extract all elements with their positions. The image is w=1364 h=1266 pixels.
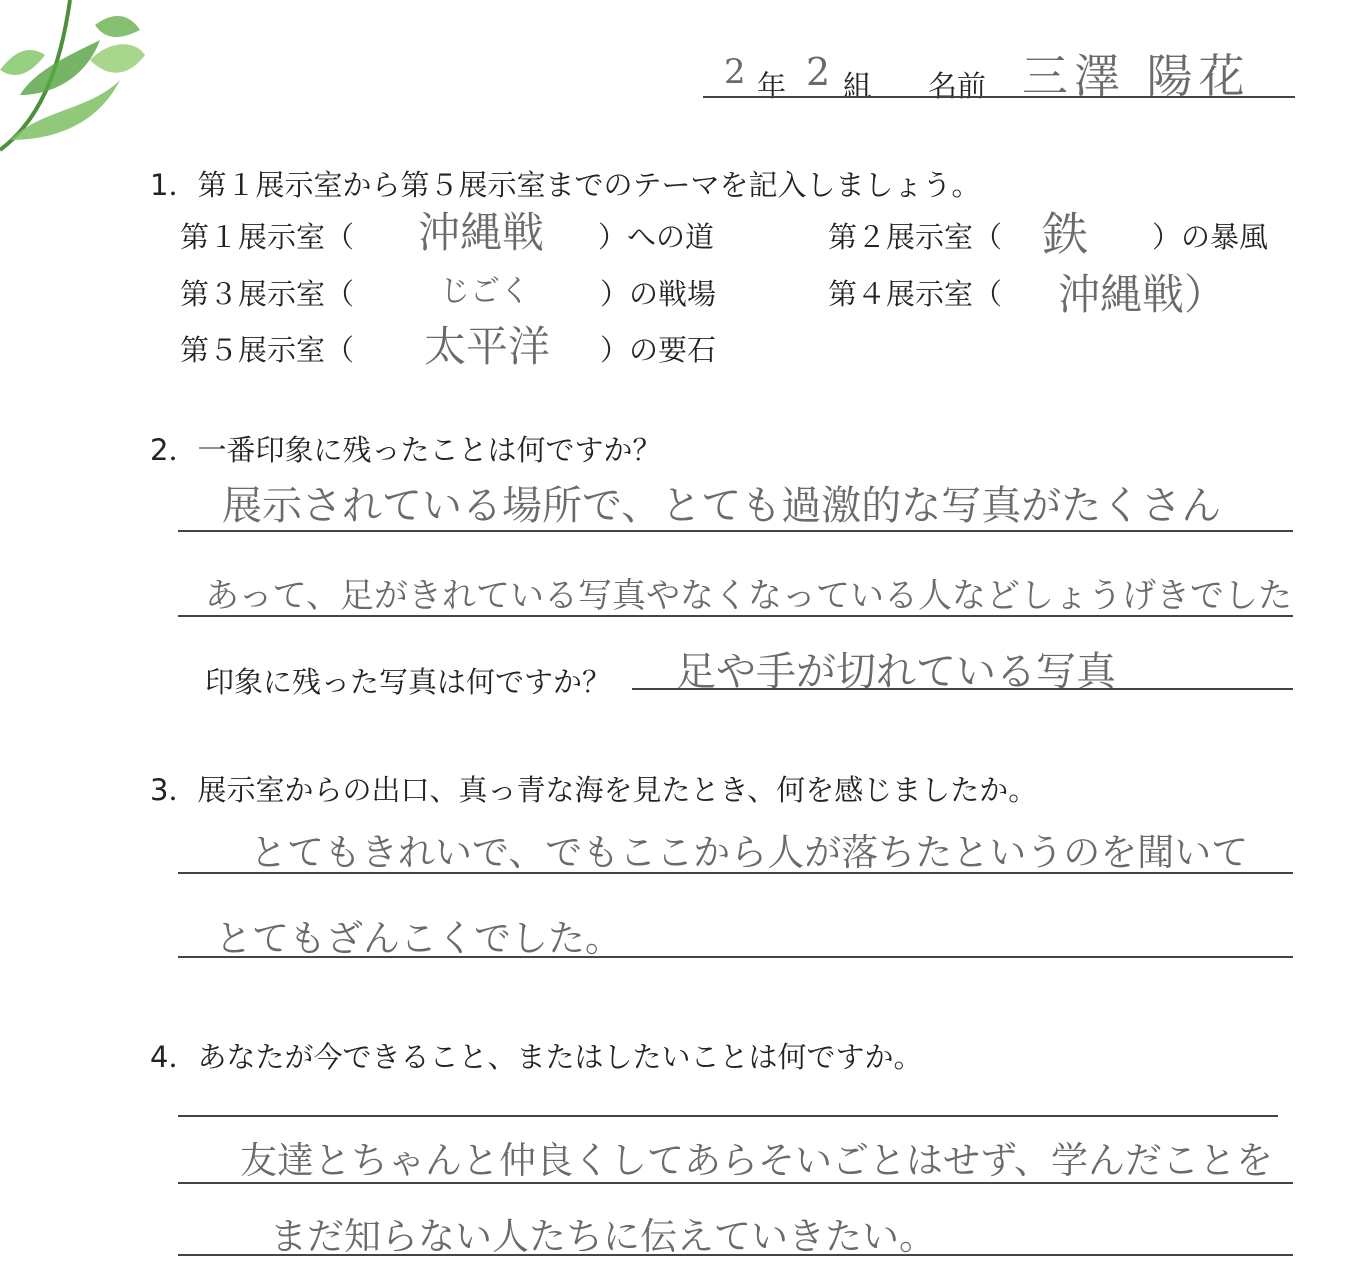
q2-rule-1 <box>178 530 1293 532</box>
q1-room5-answer: 太平洋 <box>424 322 551 371</box>
q1-room3-suffix: ）の戦場 <box>600 277 717 311</box>
q4-answer-line-1: 友達とちゃんと仲良くしてあらそいごとはせず、学んだことを <box>240 1139 1274 1182</box>
plant-decoration-icon <box>0 0 150 160</box>
q1-prompt: 1．第１展示室から第５展示室までのテーマを記入しましょう。 <box>150 168 981 202</box>
q4-rule-top <box>178 1115 1278 1117</box>
q4-rule-2 <box>178 1254 1293 1256</box>
name-value: 三澤 陽花 <box>1022 49 1251 103</box>
q2-sub-answer: 足や手が切れている写真 <box>676 649 1116 695</box>
q1-room5-suffix: ）の要石 <box>600 333 717 367</box>
q3-rule-2 <box>178 956 1293 958</box>
q1-room1-label: 第１展示室（ <box>180 220 355 254</box>
q3-rule-1 <box>178 872 1293 874</box>
q2-rule-2 <box>178 615 1293 617</box>
q3-answer-line-2: とてもざんこくでした。 <box>215 917 622 960</box>
q1-room3-answer: じごく <box>440 274 530 309</box>
q1-room2-label: 第２展示室（ <box>828 220 1003 254</box>
q2-sub-prompt: 印象に残った写真は何ですか？ <box>205 665 612 699</box>
q3-answer-line-1: とてもきれいで、でもここから人が落ちたというのを聞いて <box>250 831 1249 874</box>
q1-room5-label: 第５展示室（ <box>180 333 355 367</box>
q1-room2-answer: 鉄 <box>1042 207 1088 261</box>
q4-rule-1 <box>178 1182 1293 1184</box>
q1-room1-suffix: ）への道 <box>598 220 715 254</box>
class-value: 2 <box>806 50 831 94</box>
q1-room3-label: 第３展示室（ <box>180 277 355 311</box>
class-label: 組 <box>843 69 873 103</box>
q2-sub-rule <box>632 688 1293 690</box>
q4-prompt: 4．あなたが今できること、またはしたいことは何ですか。 <box>150 1040 923 1074</box>
q1-room4-answer: 沖縄戦） <box>1058 270 1227 319</box>
q2-answer-line-2: あって、足がきれている写真やなくなっている人などしょうげきでした <box>205 576 1292 616</box>
q1-room4-label: 第４展示室（ <box>828 277 1003 311</box>
grade-value: 2 <box>724 52 746 92</box>
grade-label: 年 <box>757 69 787 103</box>
q2-prompt: 2．一番印象に残ったことは何ですか？ <box>150 433 662 467</box>
q4-answer-line-2: まだ知らない人たちに伝えていきたい。 <box>270 1215 936 1258</box>
q1-room1-answer: 沖縄戦 <box>418 208 545 257</box>
q1-room2-suffix: ）の暴風 <box>1152 220 1269 254</box>
q3-prompt: 3．展示室からの出口、真っ青な海を見たとき、何を感じましたか。 <box>150 773 1038 807</box>
name-label: 名前 <box>928 69 987 103</box>
header-underline <box>703 96 1295 98</box>
q2-answer-line-1: 展示されている場所で、とても過激的な写真がたくさん <box>222 483 1222 529</box>
